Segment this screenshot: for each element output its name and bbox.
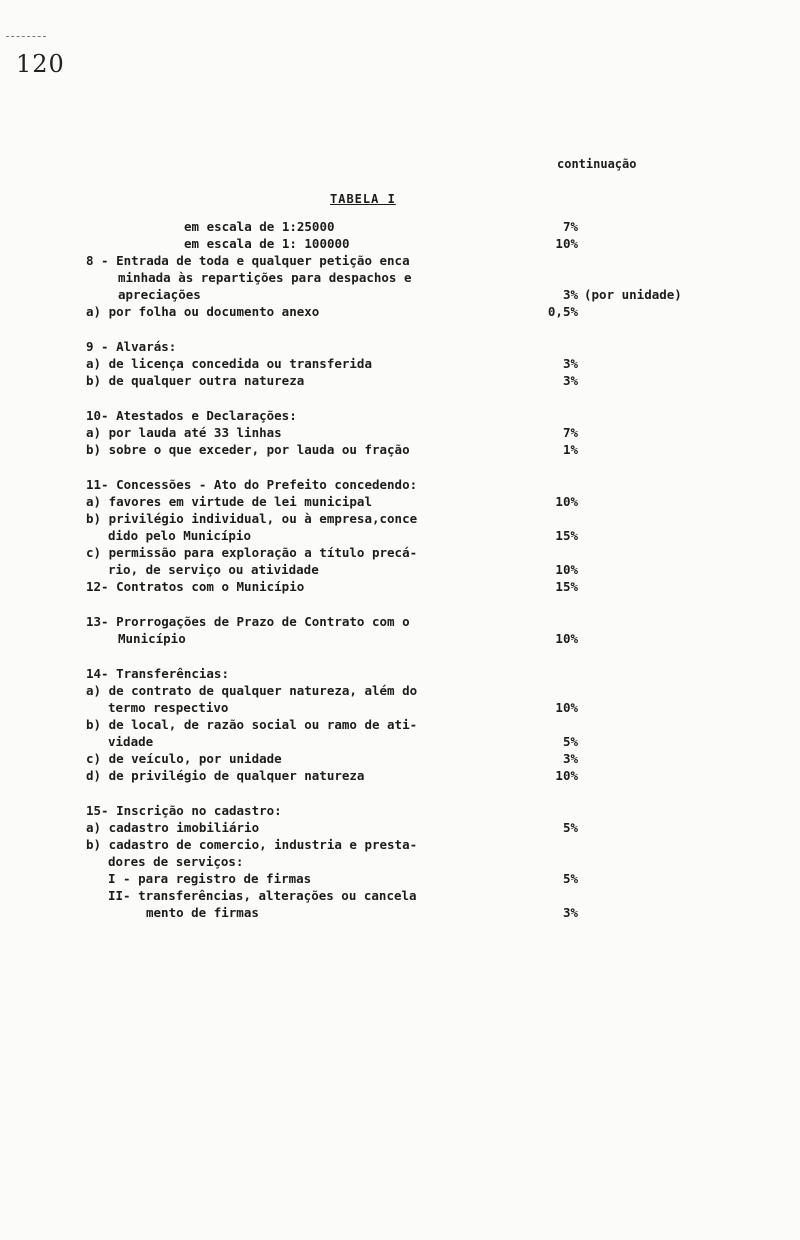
section-15-line: [86, 819, 766, 836]
line-text: 12- Contratos com o Município: [86, 579, 305, 594]
line-text: termo respectivo: [108, 700, 229, 715]
line-text: I - para registro de firmas: [108, 871, 312, 886]
line-text: vidade: [108, 734, 154, 749]
line-text: Município: [118, 631, 186, 646]
line-value: 0,5%: [547, 304, 578, 319]
unit-note: (por unidade): [584, 287, 682, 302]
line-value: 7%: [562, 219, 578, 234]
line-text: minhada às repartições para despachos e: [118, 270, 412, 285]
section-13-line: [86, 630, 766, 647]
scale-line: [86, 235, 766, 252]
line-value: 15%: [555, 579, 578, 594]
section-9-heading: [86, 338, 766, 355]
section-14-line: [86, 750, 766, 767]
section-10-item: [86, 424, 766, 441]
section-15-line: [86, 870, 766, 887]
section-14-line: [86, 733, 766, 750]
line-text: dido pelo Município: [108, 528, 251, 543]
line-value: 10%: [555, 631, 578, 646]
section-14-heading: [86, 665, 766, 682]
line-text: a) por folha ou documento anexo: [86, 304, 320, 319]
section-10-item: [86, 441, 766, 458]
line-text: 10- Atestados e Declarações:: [86, 408, 297, 423]
line-text: 9 - Alvarás:: [86, 339, 177, 354]
line-text: b) de qualquer outra natureza: [86, 373, 305, 388]
table-body: [86, 218, 766, 921]
line-text: 11- Concessões - Ato do Prefeito concedendo:: [86, 477, 418, 492]
line-text: apreciações: [118, 287, 201, 302]
line-text: a) de contrato de qualquer natureza, além do: [86, 683, 418, 698]
section-8-line: [86, 252, 766, 269]
section-11-line: [86, 493, 766, 510]
section-14-line: [86, 716, 766, 733]
section-11-line: [86, 561, 766, 578]
line-value: 3%: [562, 356, 578, 371]
section-15-line: [86, 853, 766, 870]
line-value: 10%: [555, 768, 578, 783]
section-13-line: [86, 613, 766, 630]
line-value: 3%: [562, 373, 578, 388]
line-text: b) de local, de razão social ou ramo de ati-: [86, 717, 418, 732]
table-title: TABELA I: [330, 192, 396, 206]
section-8-line: [86, 286, 766, 303]
section-14-line: [86, 682, 766, 699]
line-text: b) privilégio individual, ou à empresa,conce: [86, 511, 418, 526]
line-text: em escala de 1: 100000: [184, 236, 350, 251]
line-text: mento de firmas: [146, 905, 259, 920]
line-text: a) cadastro imobiliário: [86, 820, 260, 835]
line-value: 5%: [562, 734, 578, 749]
line-text: 15- Inscrição no cadastro:: [86, 803, 282, 818]
line-value: 3%: [562, 905, 578, 920]
line-value: 1%: [562, 442, 578, 457]
section-8-item-a: [86, 303, 766, 320]
line-value: 10%: [555, 700, 578, 715]
line-text: b) sobre o que exceder, por lauda ou fração: [86, 442, 410, 457]
line-value: 10%: [555, 562, 578, 577]
continuation-label: continuação: [557, 157, 637, 171]
section-12-line: [86, 578, 766, 595]
scale-line: [86, 218, 766, 235]
line-text: c) de veículo, por unidade: [86, 751, 282, 766]
section-14-line: [86, 767, 766, 784]
line-value: 15%: [555, 528, 578, 543]
line-text: c) permissão para exploração a título precá-: [86, 545, 418, 560]
line-value: 10%: [555, 236, 578, 251]
line-value: 5%: [562, 871, 578, 886]
section-11-line: [86, 527, 766, 544]
line-value: 5%: [562, 820, 578, 835]
line-value: 3%: [562, 287, 578, 302]
line-text: d) de privilégio de qualquer natureza: [86, 768, 365, 783]
line-text: em escala de 1:25000: [184, 219, 335, 234]
line-text: 8 - Entrada de toda e qualquer petição enca: [86, 253, 410, 268]
line-text: rio, de serviço ou atividade: [108, 562, 319, 577]
top-dash-mark: [6, 36, 46, 39]
section-8-line: [86, 269, 766, 286]
line-text: 14- Transferências:: [86, 666, 229, 681]
page-number: 120: [16, 50, 65, 78]
section-15-line: [86, 887, 766, 904]
line-value: 10%: [555, 494, 578, 509]
line-text: a) de licença concedida ou transferida: [86, 356, 372, 371]
line-text: b) cadastro de comercio, industria e presta-: [86, 837, 418, 852]
section-11-line: [86, 544, 766, 561]
line-value: 3%: [562, 751, 578, 766]
line-text: dores de serviços:: [108, 854, 244, 869]
line-text: 13- Prorrogações de Prazo de Contrato com o: [86, 614, 410, 629]
line-text: a) por lauda até 33 linhas: [86, 425, 282, 440]
section-11-line: [86, 510, 766, 527]
section-15-heading: [86, 802, 766, 819]
section-9-item: [86, 372, 766, 389]
section-11-heading: [86, 476, 766, 493]
section-10-heading: [86, 407, 766, 424]
section-14-line: [86, 699, 766, 716]
section-9-item: [86, 355, 766, 372]
line-text: II- transferências, alterações ou cancela: [108, 888, 417, 903]
line-text: a) favores em virtude de lei municipal: [86, 494, 372, 509]
section-15-line: [86, 904, 766, 921]
section-15-line: [86, 836, 766, 853]
line-value: 7%: [562, 425, 578, 440]
